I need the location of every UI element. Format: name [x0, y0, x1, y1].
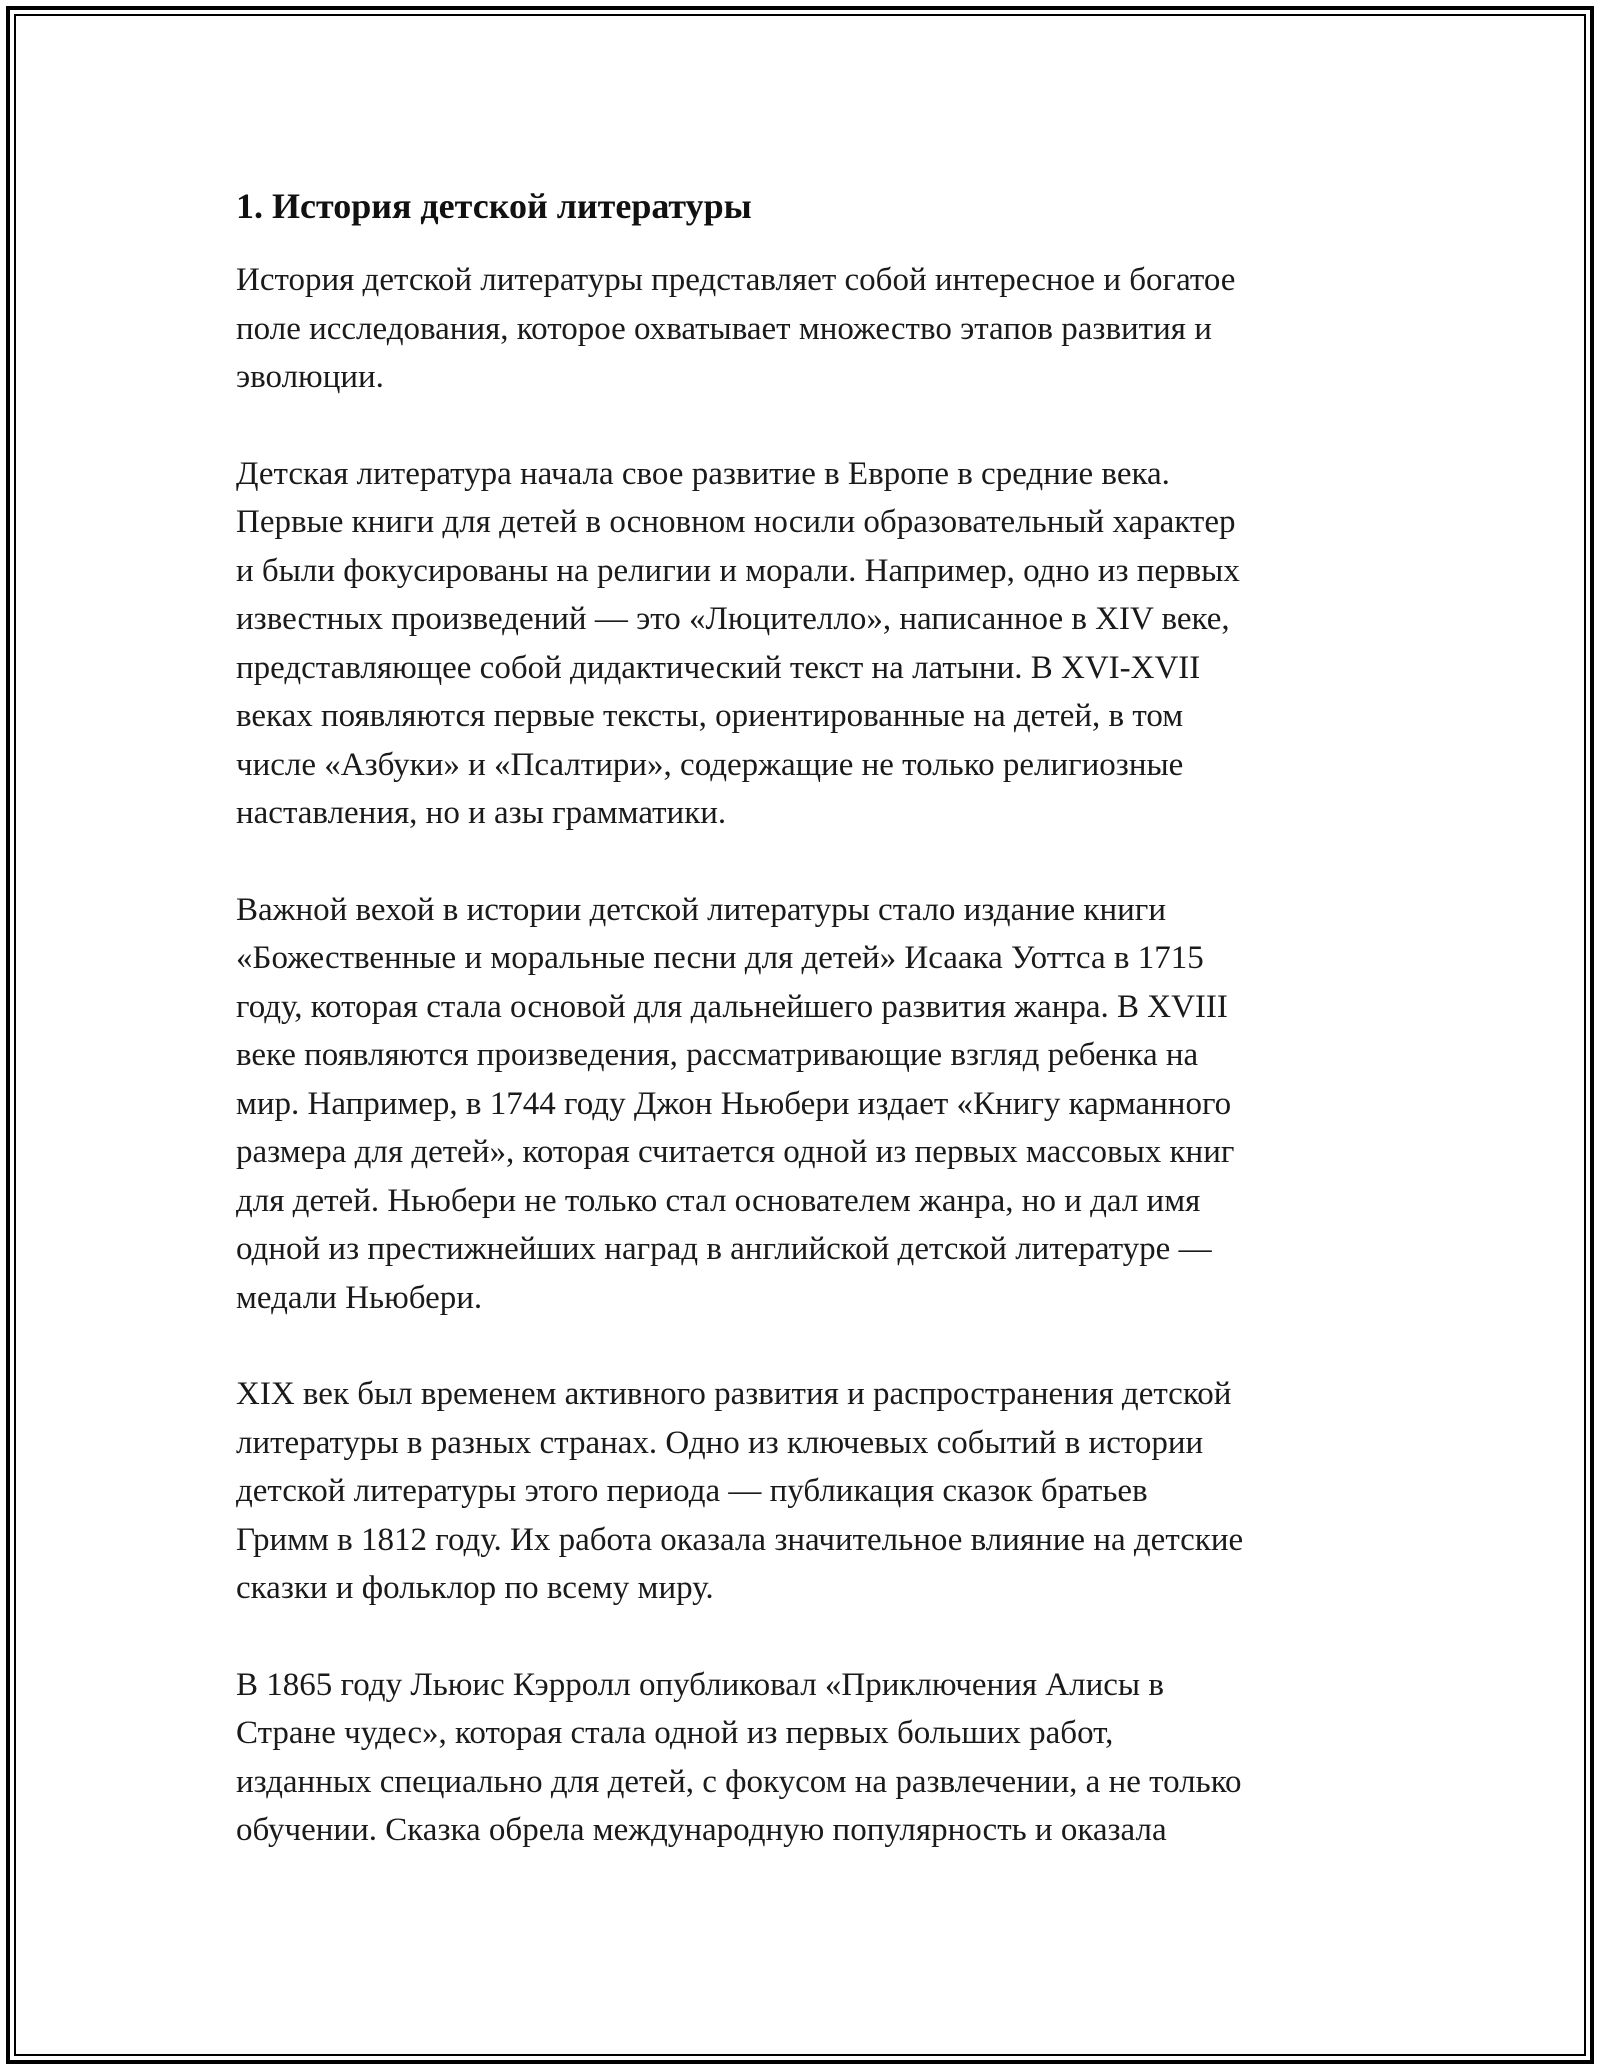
paragraph-1: [236, 256, 1386, 402]
text-line: Важной вехой в истории детской литературы стало издание книги: [236, 891, 1166, 928]
text-line: веке появляются произведения, рассматривающие взгляд ребенка на: [236, 1037, 1199, 1073]
text-line: эволюции.: [236, 359, 384, 395]
text-line: Детская литература начала свое развитие в Европе в средние века.: [236, 455, 1170, 492]
text-line: сказки и фольклор по всему миру.: [236, 1570, 714, 1606]
paragraph-2: [236, 450, 1386, 838]
text-line: представляющее собой дидактический текст на латыни. В XVI-XVII: [236, 649, 1201, 686]
paragraph-3: [236, 886, 1386, 1323]
text-line: медали Ньюбери.: [236, 1279, 483, 1316]
text-line: В 1865 году Льюис Кэрролл опубликовал «Приключения Алисы в: [236, 1666, 1164, 1703]
text-line: размера для детей», которая считается одной из первых массовых книг: [236, 1134, 1235, 1170]
paragraph-4: [236, 1370, 1386, 1613]
text-line: известных произведений — это «Люцителло», написанное в XIV веке,: [236, 601, 1230, 637]
text-line: числе «Азбуки» и «Псалтири», содержащие не только религиозные: [236, 746, 1184, 783]
text-line: изданных специально для детей, с фокусом на развлечении, а не только: [236, 1763, 1242, 1800]
text-line: и были фокусированы на религии и морали. Например, одно из первых: [236, 552, 1240, 589]
text-line: Стране чудес», которая стала одной из первых больших работ,: [236, 1715, 1114, 1751]
text-line: одной из престижнейших наград в английской детской литературе —: [236, 1231, 1212, 1267]
text-line: Гримм в 1812 году. Их работа оказала значительное влияние на детские: [236, 1521, 1244, 1558]
section-heading: 1. История детской литературы: [236, 186, 752, 226]
text-line: наставления, но и азы грамматики.: [236, 795, 727, 831]
text-line: литературы в разных странах. Одно из ключевых событий в истории: [236, 1424, 1204, 1461]
document-body: [236, 184, 1386, 1903]
text-line: Первые книги для детей в основном носили образовательный характер: [236, 504, 1236, 540]
text-line: «Божественные и моральные песни для детей» Исаака Уоттса в 1715: [236, 940, 1204, 976]
text-line: поле исследования, которое охватывает множество этапов развития и: [236, 310, 1212, 347]
text-line: обучении. Сказка обрела международную популярность и оказала: [236, 1812, 1167, 1848]
text-line: История детской литературы представляет собой интересное и богатое: [236, 262, 1236, 298]
text-line: веках появляются первые тексты, ориентированные на детей, в том: [236, 698, 1184, 734]
text-line: XIX век был временем активного развития и распространения детской: [236, 1376, 1232, 1412]
text-line: для детей. Ньюбери не только стал основателем жанра, но и дал имя: [236, 1182, 1201, 1219]
text-line: мир. Например, в 1744 году Джон Ньюбери издает «Книгу карманного: [236, 1085, 1232, 1122]
text-line: детской литературы этого периода — публикация сказок братьев: [236, 1473, 1148, 1509]
paragraph-5: [236, 1661, 1386, 1855]
text-line: году, которая стала основой для дальнейшего развития жанра. В XVIII: [236, 988, 1228, 1025]
